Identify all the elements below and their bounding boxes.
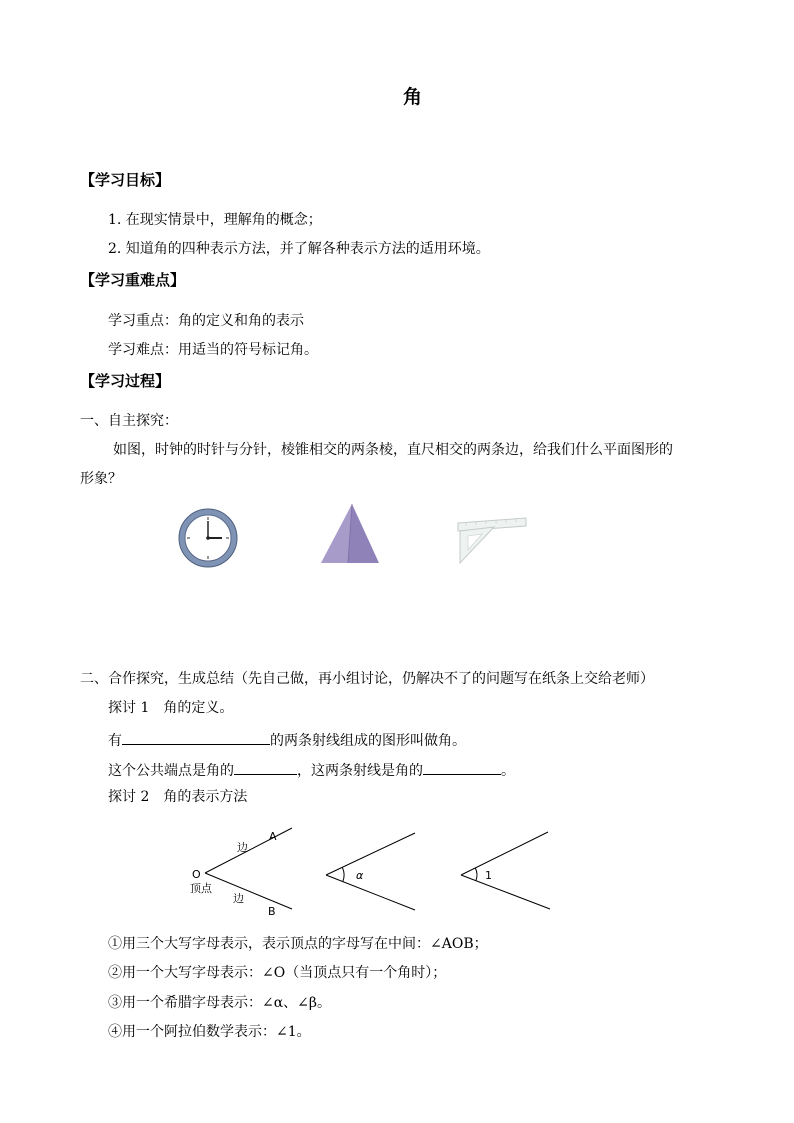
goal-item: 1. 在现实情景中，理解角的概念； [108,212,322,228]
section-heading-goals: 【学习目标】 [80,171,171,189]
part2-label: 二、合作探究，生成总结（先自己做，再小组讨论，仍解决不了的问题写在纸条上交给老师） [80,671,654,687]
inquiry2-label: 探讨 2 角的表示方法 [108,789,248,805]
vertex-line [108,760,515,780]
inquiry1-label: 探讨 1 角的定义。 [108,700,234,716]
alpha-label: α [356,869,364,882]
method-item: ④用一个阿拉伯数学表示：∠1。 [108,1024,311,1040]
vertex-label: 顶点 [190,882,212,895]
definition-blank[interactable] [122,730,270,745]
vertex-suffix: 。 [501,763,515,779]
ruler-image [456,517,528,565]
section-heading-process: 【学习过程】 [80,372,171,390]
point-label-b: B [268,905,276,918]
page-title: 角 [403,86,423,108]
part1-question-cont: 形象？ [80,471,122,487]
goal-item: 2. 知道角的四种表示方法，并了解各种表示方法的适用环境。 [108,241,490,257]
part1-label: 一、自主探究： [80,413,178,429]
section-heading-key-points: 【学习重难点】 [80,271,186,289]
vertex-blank[interactable] [234,760,297,775]
difficult-point: 学习难点：用适当的符号标记角。 [108,342,318,358]
angle-diagram-one [455,826,555,916]
key-point: 学习重点：角的定义和角的表示 [108,313,304,329]
part1-question: 如图，时钟的时针与分针，棱锥相交的两条棱，直尺相交的两条边，给我们什么平面图形的 [113,442,673,458]
one-label: 1 [485,869,492,882]
method-item: ②用一个大写字母表示：∠O（当顶点只有一个角时）； [108,965,447,981]
vertex-mid: ，这两条射线是角的 [297,763,423,779]
definition-line [108,730,466,750]
pyramid-image [320,503,380,563]
definition-suffix: 的两条射线组成的图形叫做角。 [270,733,466,749]
angle-diagram-aob [185,820,300,920]
angle-diagram-alpha [320,826,420,916]
method-item: ①用三个大写字母表示，表示顶点的字母写在中间：∠AOB； [108,936,488,952]
point-label-a: A [269,830,277,843]
point-label-o: O [192,868,201,881]
side-label-bottom: 边 [233,892,244,905]
vertex-prefix: 这个公共端点是角的 [108,763,234,779]
sides-blank[interactable] [423,760,501,775]
clock-image [178,508,238,568]
definition-prefix: 有 [108,733,122,749]
side-label-top: 边 [237,841,248,854]
method-item: ③用一个希腊字母表示：∠α、∠β。 [108,995,332,1011]
